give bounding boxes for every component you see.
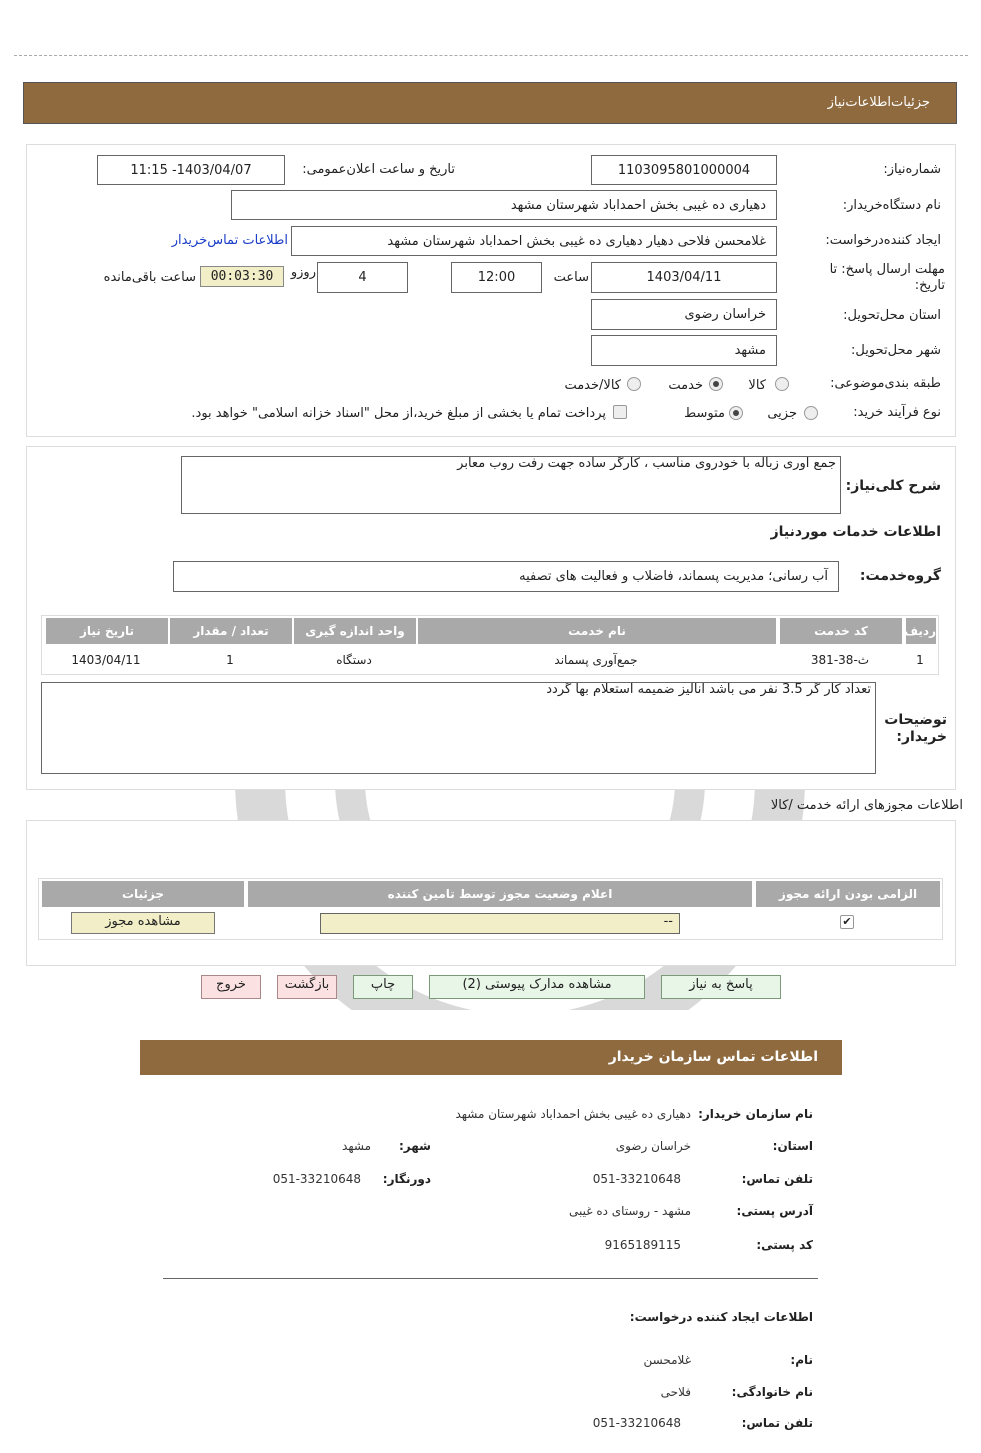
buyer-contact-link[interactable]: اطلاعات تماس‌خریدار <box>171 233 288 248</box>
time-label: ساعت <box>553 270 589 285</box>
th-license-required: الزامی بودن ارائه مجوز <box>754 881 940 907</box>
requester-name-value: غلامحسن <box>643 1353 691 1367</box>
remaining-label: ساعت باقی‌مانده <box>103 270 196 285</box>
requester-family-label: نام خانوادگی: <box>731 1385 813 1399</box>
need-number-field: 1103095801000004 <box>591 155 777 185</box>
reply-button[interactable]: پاسخ به نیاز <box>661 975 781 999</box>
category-label: طبقه بندی‌موضوعی: <box>830 376 941 391</box>
contact-postal-value: 9165189115 <box>604 1238 681 1252</box>
requester-label: ایجاد کننده‌درخواست: <box>825 233 941 248</box>
announce-label: تاریخ و ساعت اعلان‌عمومی: <box>302 162 455 177</box>
th-service-code: کد خدمت <box>778 618 902 644</box>
page-title: جزئیات‌اطلاعات‌نیاز <box>827 95 930 110</box>
contact-org-value: دهیاری ده غیبی بخش احمداباد شهرستان مشهد <box>455 1107 691 1121</box>
attachments-button[interactable]: مشاهده مدارک پیوستی (2) <box>429 975 645 999</box>
days-label: روزو <box>290 265 316 280</box>
category-option-service: خدمت <box>668 378 703 393</box>
deadline-time-field: 12:00 <box>451 262 542 293</box>
th-service-name: نام خدمت <box>416 618 776 644</box>
cell-need-date: 1403/04/11 <box>71 653 141 667</box>
cell-quantity: 1 <box>226 653 234 667</box>
contact-postal-label: کد پستی: <box>756 1238 813 1252</box>
remaining-timer: 00:03:30 <box>200 266 284 287</box>
cell-service-code: ث-38-381 <box>810 653 870 667</box>
treasury-payment-checkbox[interactable] <box>613 405 627 419</box>
buyer-contact-header <box>140 1040 842 1075</box>
contact-phone-label: تلفن تماس: <box>741 1172 813 1186</box>
need-description-textarea: جمع آوری زباله با خودروی مناسب ، کارگر ساده جهت رفت روب معابر <box>181 456 841 514</box>
payment-note: پرداخت تمام یا بخشی از مبلغ خرید،از محل "اسناد خزانه اسلامی" خواهد بود. <box>191 406 606 421</box>
requester-phone-label: تلفن تماس: <box>741 1416 813 1430</box>
requester-field: غلامحسن فلاحی دهیار دهیاری ده غیبی بخش احمداباد شهرستان مشهد <box>291 226 777 256</box>
requester-family-value: فلاحی <box>660 1385 691 1399</box>
th-row: ردیف <box>904 618 936 644</box>
license-status-field[interactable]: -- <box>320 913 680 934</box>
process-radio-medium[interactable] <box>729 406 743 420</box>
contact-divider <box>163 1278 818 1279</box>
page-header <box>23 82 957 124</box>
buyer-contact-title: اطلاعات تماس سازمان خریدار <box>608 1049 818 1065</box>
province-label: استان محل‌تحویل: <box>843 308 941 323</box>
license-required-checkbox[interactable]: ✔ <box>840 915 854 929</box>
contact-city-value: مشهد <box>342 1139 371 1153</box>
category-radio-goods-service[interactable] <box>627 377 641 391</box>
contact-fax-label: دورنگار: <box>382 1172 431 1186</box>
city-label: شهر محل‌تحویل: <box>851 343 941 358</box>
service-group-label: گروه‌خدمت: <box>859 568 941 584</box>
buyer-org-field: دهیاری ده غیبی بخش احمداباد شهرستان مشهد <box>231 190 777 220</box>
th-need-date: تاریخ نیاز <box>44 618 168 644</box>
category-radio-goods[interactable] <box>775 377 789 391</box>
category-radio-service[interactable] <box>709 377 723 391</box>
need-description-label: شرح کلی‌نیاز: <box>845 478 941 494</box>
th-license-details: جزئیات <box>40 881 244 907</box>
cell-service-name: جمع‌آوری پسماند <box>554 653 638 667</box>
top-divider <box>14 55 968 56</box>
category-option-goods-service: کالا/خدمت <box>564 378 621 393</box>
contact-province-value: خراسان رضوی <box>615 1139 691 1153</box>
need-number-label: شماره‌نیاز: <box>883 162 941 177</box>
announce-field: 1403/04/07- 11:15 <box>97 155 285 185</box>
licenses-table <box>38 878 943 940</box>
contact-fax-value: 051-33210648 <box>272 1172 361 1186</box>
contact-province-label: استان: <box>772 1139 813 1153</box>
process-option-minor: جزیی <box>767 406 797 421</box>
services-table <box>41 615 939 675</box>
contact-org-label: نام سازمان خریدار: <box>698 1107 813 1121</box>
buyer-notes-label: توضیحات خریدار: <box>884 712 947 745</box>
contact-city-label: شهر: <box>399 1139 431 1153</box>
requester-contact-title: اطلاعات ایجاد کننده درخواست: <box>629 1310 813 1324</box>
process-label: نوع فرآیند خرید: <box>853 405 941 420</box>
back-button[interactable]: بازگشت <box>277 975 337 999</box>
deadline-date-field: 1403/04/11 <box>591 262 777 293</box>
requester-phone-value: 051-33210648 <box>592 1416 681 1430</box>
requester-name-label: نام: <box>790 1353 813 1367</box>
services-section-title: اطلاعات خدمات موردنیاز <box>770 524 941 540</box>
buyer-org-label: نام دستگاه‌خریدار: <box>842 198 941 213</box>
print-button[interactable]: چاپ <box>353 975 413 999</box>
th-quantity: تعداد / مقدار <box>168 618 292 644</box>
deadline-label: مهلت ارسال پاسخ: تا تاریخ: <box>829 262 945 293</box>
cell-unit: دستگاه <box>336 653 372 667</box>
licenses-title: اطلاعات مجوزهای ارائه خدمت /کالا <box>770 798 963 813</box>
category-option-goods: کالا <box>748 378 766 393</box>
buyer-notes-textarea: تعداد کار گر 3.5 نفر می باشد انالیز ضمیمه استعلام بها گردد <box>41 682 876 774</box>
th-license-status: اعلام وضعیت مجوز توسط تامین کننده <box>246 881 752 907</box>
process-option-medium: متوسط <box>684 406 725 421</box>
th-unit: واحد اندازه گیری <box>292 618 416 644</box>
contact-address-label: آدرس پستی: <box>736 1204 813 1218</box>
contact-address-value: مشهد - روستای ده غیبی <box>568 1204 691 1218</box>
cell-row: 1 <box>916 653 924 667</box>
contact-phone-value: 051-33210648 <box>592 1172 681 1186</box>
days-field: 4 <box>317 262 408 293</box>
city-field: مشهد <box>591 335 777 366</box>
process-radio-minor[interactable] <box>804 406 818 420</box>
exit-button[interactable]: خروج <box>201 975 261 999</box>
view-license-button[interactable]: مشاهده مجوز <box>71 912 215 934</box>
service-group-field: آب رسانی؛ مدیریت پسماند، فاضلاب و فعالیت های تصفیه <box>173 561 839 592</box>
province-field: خراسان رضوی <box>591 299 777 330</box>
